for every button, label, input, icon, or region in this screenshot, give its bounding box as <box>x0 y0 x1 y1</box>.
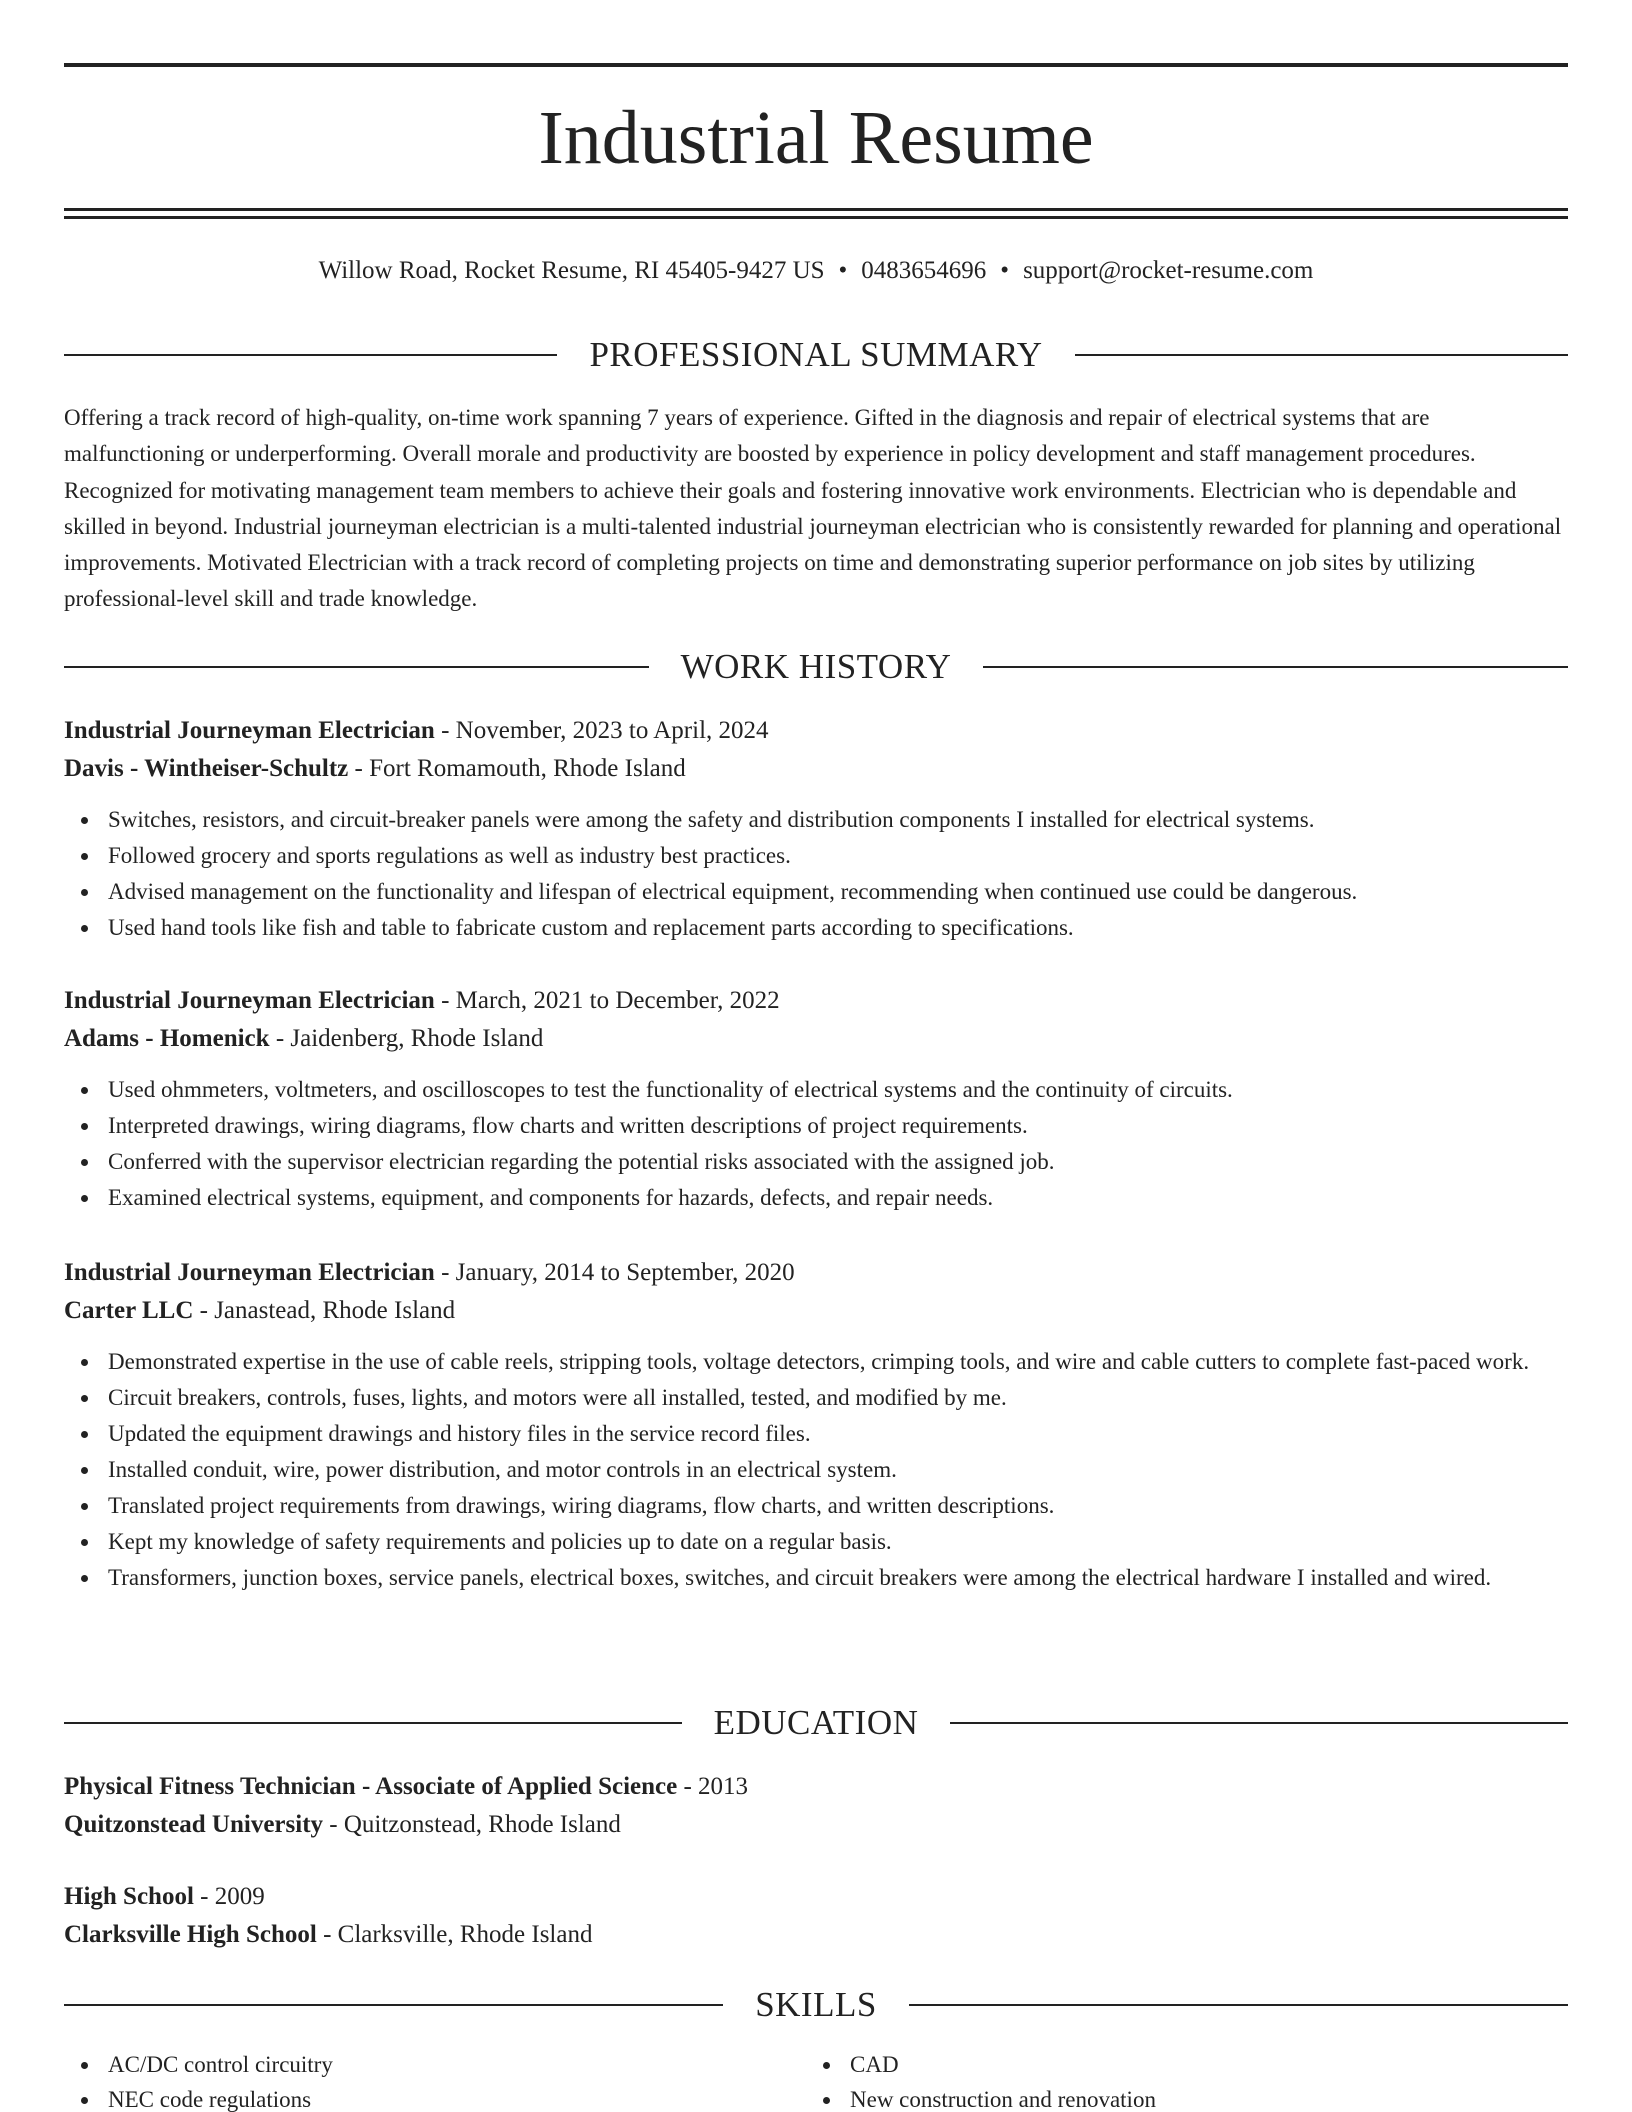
job-bullet: Translated project requirements from drawings, wiring diagrams, flow charts, and written descriptions. <box>64 1488 1568 1524</box>
job-bullet: Examined electrical systems, equipment, and components for hazards, defects, and repair needs. <box>64 1180 1568 1216</box>
heading-rule <box>909 2004 1568 2006</box>
heading-rule <box>64 2004 723 2006</box>
skills-column-right <box>806 2047 1506 2112</box>
job-bullets <box>64 1344 1568 1596</box>
education-entry <box>64 1768 1568 1844</box>
job-title: Industrial Journeyman Electrician <box>64 717 435 744</box>
email: support@rocket-resume.com <box>1023 257 1314 284</box>
heading-rule <box>1075 354 1568 356</box>
degree-line <box>64 1768 1568 1806</box>
job-title-line <box>64 712 1568 750</box>
degree: High School <box>64 1883 194 1910</box>
job-dates: - March, 2021 to December, 2022 <box>434 987 780 1014</box>
job-bullet: Switches, resistors, and circuit-breaker panels were among the safety and distribution components I installed for electrical systems. <box>64 802 1568 838</box>
job-company: Adams - Homenick <box>64 1025 270 1052</box>
job-entry <box>64 1254 1568 1596</box>
contact-separator: • <box>1000 257 1010 284</box>
job-entry <box>64 712 1568 946</box>
job-title-line <box>64 982 1568 1020</box>
job-bullet: Updated the equipment drawings and history files in the service record files. <box>64 1416 1568 1452</box>
contact-line <box>64 253 1568 289</box>
job-location: - Fort Romamouth, Rhode Island <box>348 755 686 782</box>
phone: 0483654696 <box>861 257 987 284</box>
section-title: EDUCATION <box>713 1703 919 1742</box>
job-bullet: Used hand tools like fish and table to fabricate custom and replacement parts according to specifications. <box>64 910 1568 946</box>
top-rule <box>64 63 1568 67</box>
education-heading <box>64 1701 1568 1745</box>
degree-year: - 2013 <box>677 1773 749 1800</box>
contact-separator: • <box>838 257 848 284</box>
section-title: WORK HISTORY <box>680 647 952 686</box>
skill-item: AC/DC control circuitry <box>64 2047 764 2082</box>
title-rule-lower <box>64 216 1568 219</box>
skills-column-left <box>64 2047 764 2112</box>
job-location: - Janastead, Rhode Island <box>193 1297 456 1324</box>
job-company: Davis - Wintheiser-Schultz <box>64 755 349 782</box>
skill-item: CAD <box>806 2047 1506 2082</box>
heading-rule <box>64 666 649 668</box>
job-bullets <box>64 802 1568 946</box>
job-bullet: Transformers, junction boxes, service panels, electrical boxes, switches, and circuit breakers were among the electrical hardware I installed and wired. <box>64 1560 1568 1596</box>
school-location: - Clarksville, Rhode Island <box>316 1921 593 1948</box>
heading-rule <box>950 1722 1568 1724</box>
job-bullet: Used ohmmeters, voltmeters, and oscilloscopes to test the functionality of electrical systems and the continuity of circuits. <box>64 1072 1568 1108</box>
job-bullet: Conferred with the supervisor electrician regarding the potential risks associated with the assigned job. <box>64 1144 1568 1180</box>
job-entry <box>64 982 1568 1216</box>
job-dates: - January, 2014 to September, 2020 <box>434 1259 795 1286</box>
job-company-line <box>64 1020 1568 1058</box>
degree-year: - 2009 <box>193 1883 265 1910</box>
job-bullet: Kept my knowledge of safety requirements and policies up to date on a regular basis. <box>64 1524 1568 1560</box>
school: Clarksville High School <box>64 1921 317 1948</box>
job-company: Carter LLC <box>64 1297 194 1324</box>
degree: Physical Fitness Technician - Associate of Applied Science <box>64 1773 678 1800</box>
job-dates: - November, 2023 to April, 2024 <box>434 717 769 744</box>
skill-item: NEC code regulations <box>64 2082 764 2112</box>
section-title: SKILLS <box>755 1985 877 2024</box>
degree-line <box>64 1878 1568 1916</box>
job-bullet: Followed grocery and sports regulations as well as industry best practices. <box>64 838 1568 874</box>
job-title-line <box>64 1254 1568 1292</box>
skill-item: New construction and renovation <box>806 2082 1506 2112</box>
school-location: - Quitzonstead, Rhode Island <box>323 1811 621 1838</box>
job-bullet: Demonstrated expertise in the use of cable reels, stripping tools, voltage detectors, crimping tools, and wire and cable cutters to complete fast-paced work. <box>64 1344 1568 1380</box>
job-bullet: Advised management on the functionality and lifespan of electrical equipment, recommending when continued use could be dangerous. <box>64 874 1568 910</box>
school: Quitzonstead University <box>64 1811 324 1838</box>
resume-page <box>64 0 1568 2112</box>
title-rule-upper <box>64 208 1568 211</box>
job-bullets <box>64 1072 1568 1216</box>
address: Willow Road, Rocket Resume, RI 45405-9427 US <box>318 257 825 284</box>
school-line <box>64 1806 1568 1844</box>
section-title: PROFESSIONAL SUMMARY <box>589 335 1043 374</box>
job-bullet: Interpreted drawings, wiring diagrams, flow charts and written descriptions of project requirements. <box>64 1108 1568 1144</box>
resume-title: Industrial Resume <box>538 96 1094 180</box>
summary-heading <box>64 333 1568 377</box>
summary-text: Offering a track record of high-quality, on-time work spanning 7 years of experience. Gifted in the diagnosis and repair of electrical systems that are malfunctioning or underperforming. Overall morale and productivity are boosted by experience in policy development and staff management procedures. Recognized for motivating management team members to achieve their goals and fostering innovative work environments. Electrician who is dependable and skilled in beyond. Industrial journeyman electrician is a multi-talented industrial journeyman electrician who is consistently rewarded for planning and operational improvements. Motivated Electrician with a track record of completing projects on time and demonstrating superior performance on job sites by utilizing professional-level skill and trade knowledge. <box>64 405 1562 612</box>
job-title: Industrial Journeyman Electrician <box>64 987 435 1014</box>
education-entry <box>64 1878 1568 1954</box>
heading-rule <box>983 666 1568 668</box>
work-history-heading <box>64 645 1568 689</box>
school-line <box>64 1916 1568 1954</box>
heading-rule <box>64 1722 682 1724</box>
job-bullet: Circuit breakers, controls, fuses, lights, and motors were all installed, tested, and modified by me. <box>64 1380 1568 1416</box>
heading-rule <box>64 354 557 356</box>
job-company-line <box>64 1292 1568 1330</box>
job-company-line <box>64 750 1568 788</box>
job-bullet: Installed conduit, wire, power distribution, and motor controls in an electrical system. <box>64 1452 1568 1488</box>
skills-heading <box>64 1983 1568 2027</box>
job-title: Industrial Journeyman Electrician <box>64 1259 435 1286</box>
job-location: - Jaidenberg, Rhode Island <box>269 1025 544 1052</box>
